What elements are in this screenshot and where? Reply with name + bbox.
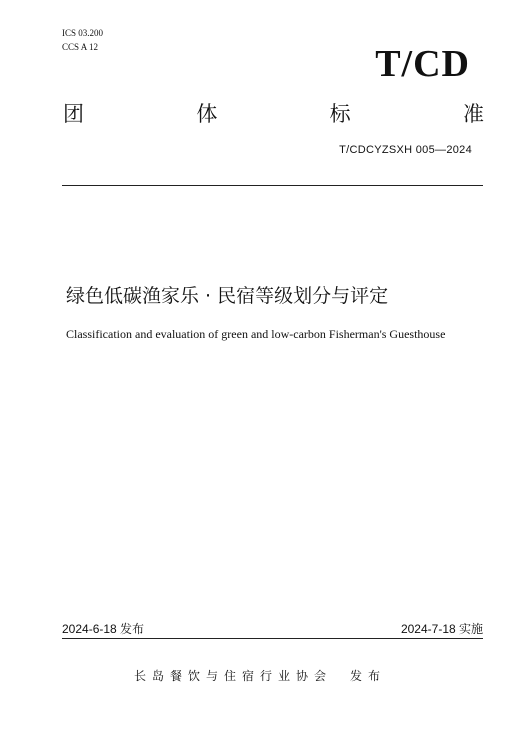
publisher: 长岛餐饮与住宿行业协会 发布 <box>133 669 386 683</box>
standard-type-char: 准 <box>462 102 484 126</box>
document-title-chinese: 绿色低碳渔家乐 · 民宿等级划分与评定 <box>66 285 389 307</box>
bottom-divider <box>62 638 483 639</box>
standard-type-heading <box>63 101 484 127</box>
standard-logo: T/CD <box>375 43 470 85</box>
implementation-date: 2024-7-18 实施 <box>400 622 483 636</box>
document-title-english: Classification and evaluation of green and low-carbon Fisherman's Guesthouse <box>66 327 446 341</box>
top-divider <box>62 185 483 186</box>
classification-codes <box>62 26 103 54</box>
standard-type-char: 标 <box>329 102 351 126</box>
standard-code: T/CDCYZSXH 005—2024 <box>339 144 472 156</box>
issue-date: 2024-6-18 发布 <box>62 622 145 636</box>
ccs-code: CCS A 12 <box>62 42 99 52</box>
ics-code: ICS 03.200 <box>62 28 104 38</box>
standard-type-char: 团 <box>63 102 84 126</box>
standard-type-char: 体 <box>196 102 218 126</box>
